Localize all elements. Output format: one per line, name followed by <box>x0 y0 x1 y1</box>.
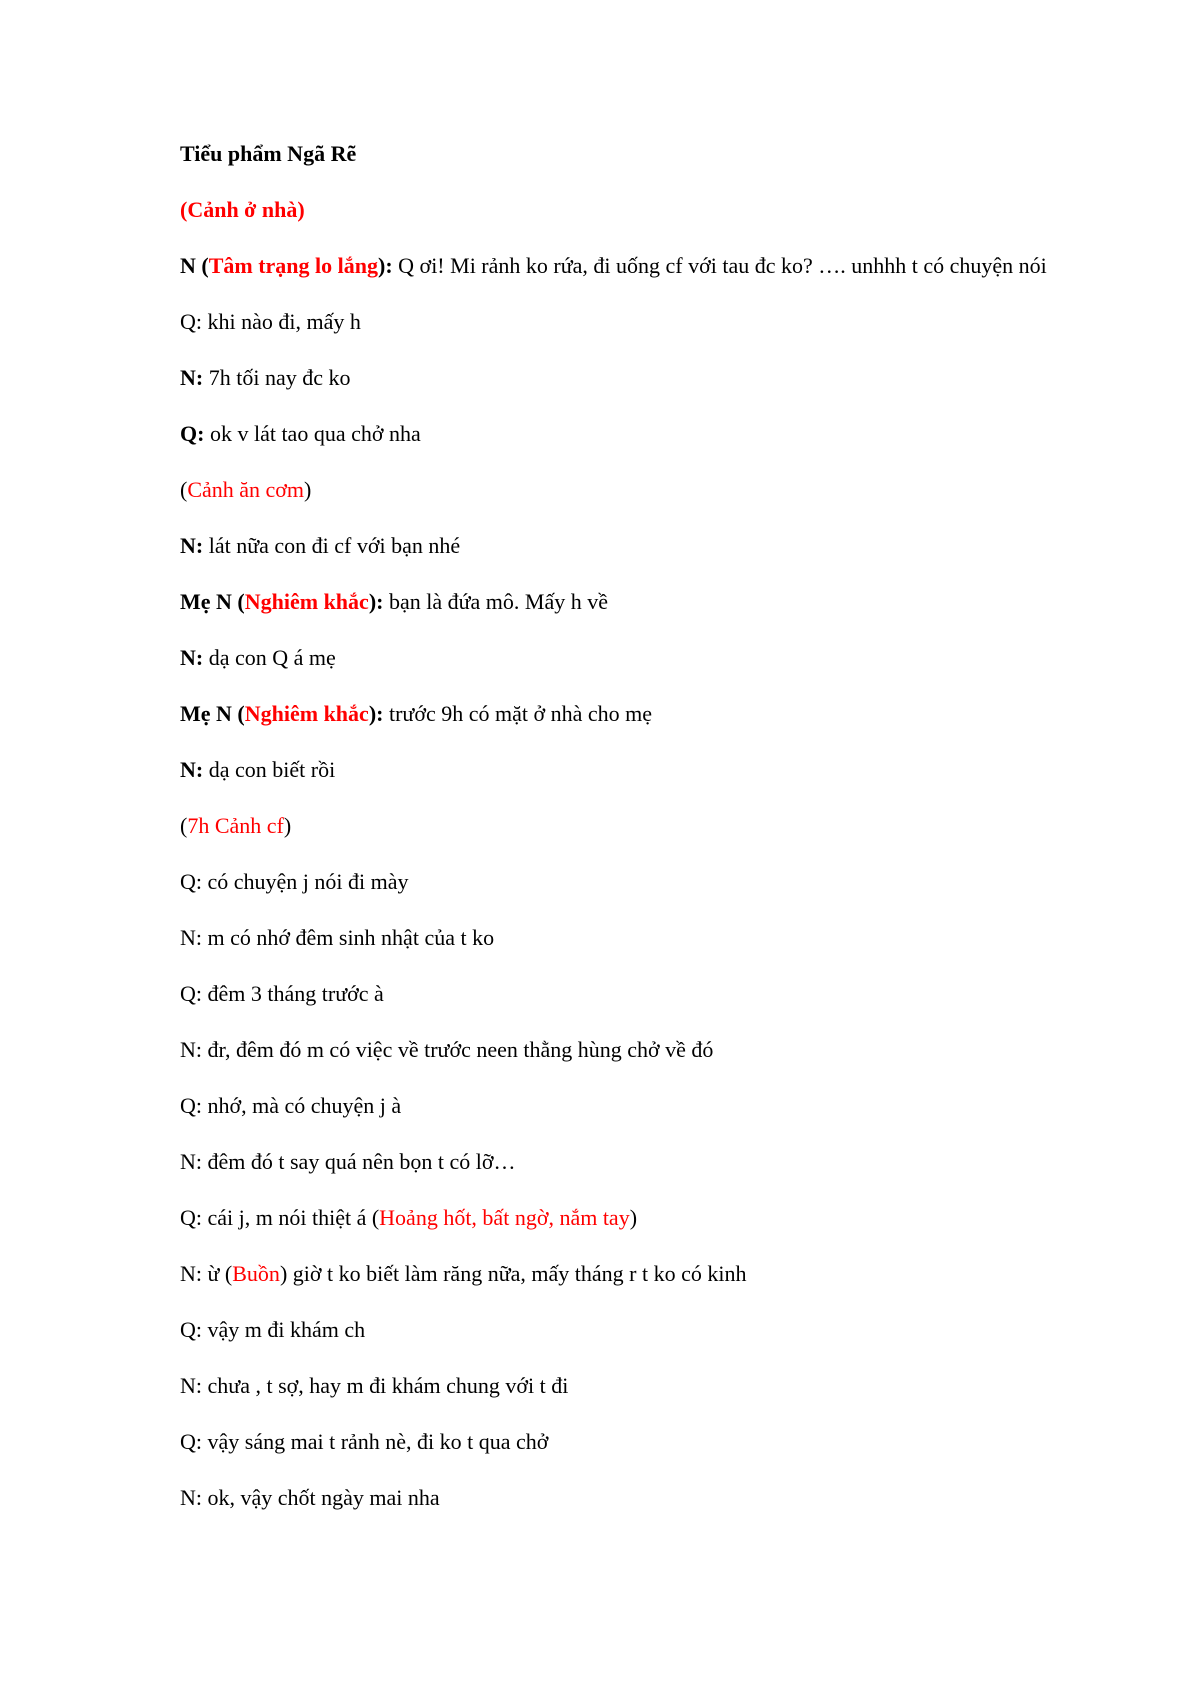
speaker-label: Mẹ N ( <box>180 589 245 614</box>
script-line <box>180 924 1060 952</box>
dialogue-text: ) <box>629 1205 638 1230</box>
script-line <box>180 700 1060 728</box>
dialogue-text: N: ừ ( <box>180 1261 233 1286</box>
dialogue-text: Q: cái j, m nói thiệt á ( <box>180 1205 380 1230</box>
speaker-label: N ( <box>180 253 209 278</box>
stage-direction-text: Cảnh ăn cơm <box>187 477 305 502</box>
dialogue-text: N: m có nhớ đêm sinh nhật của t ko <box>180 925 495 950</box>
dialogue-text: Q: có chuyện j nói đi mày <box>180 869 409 894</box>
script-line <box>180 1092 1060 1120</box>
stage-direction-text: (Cảnh ở nhà) <box>180 197 305 222</box>
speaker-label: N: <box>180 645 204 670</box>
script-line <box>180 1316 1060 1344</box>
script-line <box>180 1148 1060 1176</box>
stage-direction-text: Nghiêm khắc <box>244 589 369 614</box>
speaker-label: Q: <box>180 421 205 446</box>
script-line <box>180 588 1060 616</box>
script-line <box>180 1204 1060 1232</box>
dialogue-text: ( <box>180 477 188 502</box>
script-line <box>180 812 1060 840</box>
stage-direction-text: Nghiêm khắc <box>244 701 369 726</box>
stage-direction-text: Buồn <box>232 1261 280 1286</box>
speaker-label: N: <box>180 365 204 390</box>
speaker-label: ): <box>368 589 384 614</box>
stage-direction-text: 7h Cảnh cf <box>187 813 284 838</box>
script-line <box>180 980 1060 1008</box>
script-lines <box>180 196 1060 1512</box>
dialogue-text: ) <box>283 813 292 838</box>
script-line <box>180 1260 1060 1288</box>
script-line <box>180 420 1060 448</box>
script-line <box>180 196 1060 224</box>
dialogue-text: Q: vậy m đi khám ch <box>180 1317 366 1342</box>
script-line <box>180 644 1060 672</box>
script-line <box>180 868 1060 896</box>
stage-direction-text: Hoảng hốt, bất ngờ, nắm tay <box>379 1205 630 1230</box>
dialogue-text: Q: vậy sáng mai t rảnh nè, đi ko t qua chở <box>180 1429 549 1454</box>
document-title: Tiểu phẩm Ngã Rẽ <box>180 141 357 166</box>
document-page <box>180 140 1060 1540</box>
dialogue-text: N: chưa , t sợ, hay m đi khám chung với t đi <box>180 1373 569 1398</box>
speaker-label: N: <box>180 757 204 782</box>
speaker-label: ): <box>368 701 384 726</box>
script-line <box>180 476 1060 504</box>
dialogue-text: Q: khi nào đi, mấy h <box>180 309 361 334</box>
script-line <box>180 532 1060 560</box>
dialogue-text: trước 9h có mặt ở nhà cho mẹ <box>383 701 653 726</box>
dialogue-text: lát nữa con đi cf với bạn nhé <box>203 533 461 558</box>
script-line <box>180 308 1060 336</box>
dialogue-text: ok v lát tao qua chở nha <box>204 421 421 446</box>
speaker-label: Mẹ N ( <box>180 701 245 726</box>
script-line <box>180 1036 1060 1064</box>
dialogue-text: dạ con biết rồi <box>203 757 336 782</box>
dialogue-text: N: đêm đó t say quá nên bọn t có lỡ… <box>180 1149 516 1174</box>
speaker-label: ): <box>378 253 393 278</box>
script-line <box>180 1372 1060 1400</box>
dialogue-text: dạ con Q á mẹ <box>203 645 336 670</box>
dialogue-text: 7h tối nay đc ko <box>203 365 351 390</box>
dialogue-text: ) giờ t ko biết làm răng nữa, mấy tháng r t ko có kinh <box>279 1261 747 1286</box>
dialogue-text: N: ok, vậy chốt ngày mai nha <box>180 1485 440 1510</box>
dialogue-text: ( <box>180 813 188 838</box>
script-line <box>180 1428 1060 1456</box>
script-line <box>180 252 1060 280</box>
dialogue-text: Q: nhớ, mà có chuyện j à <box>180 1093 402 1118</box>
stage-direction-text: Tâm trạng lo lắng <box>208 253 379 278</box>
speaker-label: N: <box>180 533 204 558</box>
script-line <box>180 1484 1060 1512</box>
dialogue-text: ) <box>304 477 312 502</box>
dialogue-text: bạn là đứa mô. Mấy h về <box>383 589 609 614</box>
dialogue-text: Q: đêm 3 tháng trước à <box>180 981 384 1006</box>
script-line <box>180 364 1060 392</box>
dialogue-text: Q ơi! Mi rảnh ko rứa, đi uống cf với tau đc ko? …. unhhh t có chuyện nói <box>392 253 1047 278</box>
script-line <box>180 756 1060 784</box>
dialogue-text: N: đr, đêm đó m có việc về trước neen thằng hùng chở về đó <box>180 1037 714 1062</box>
